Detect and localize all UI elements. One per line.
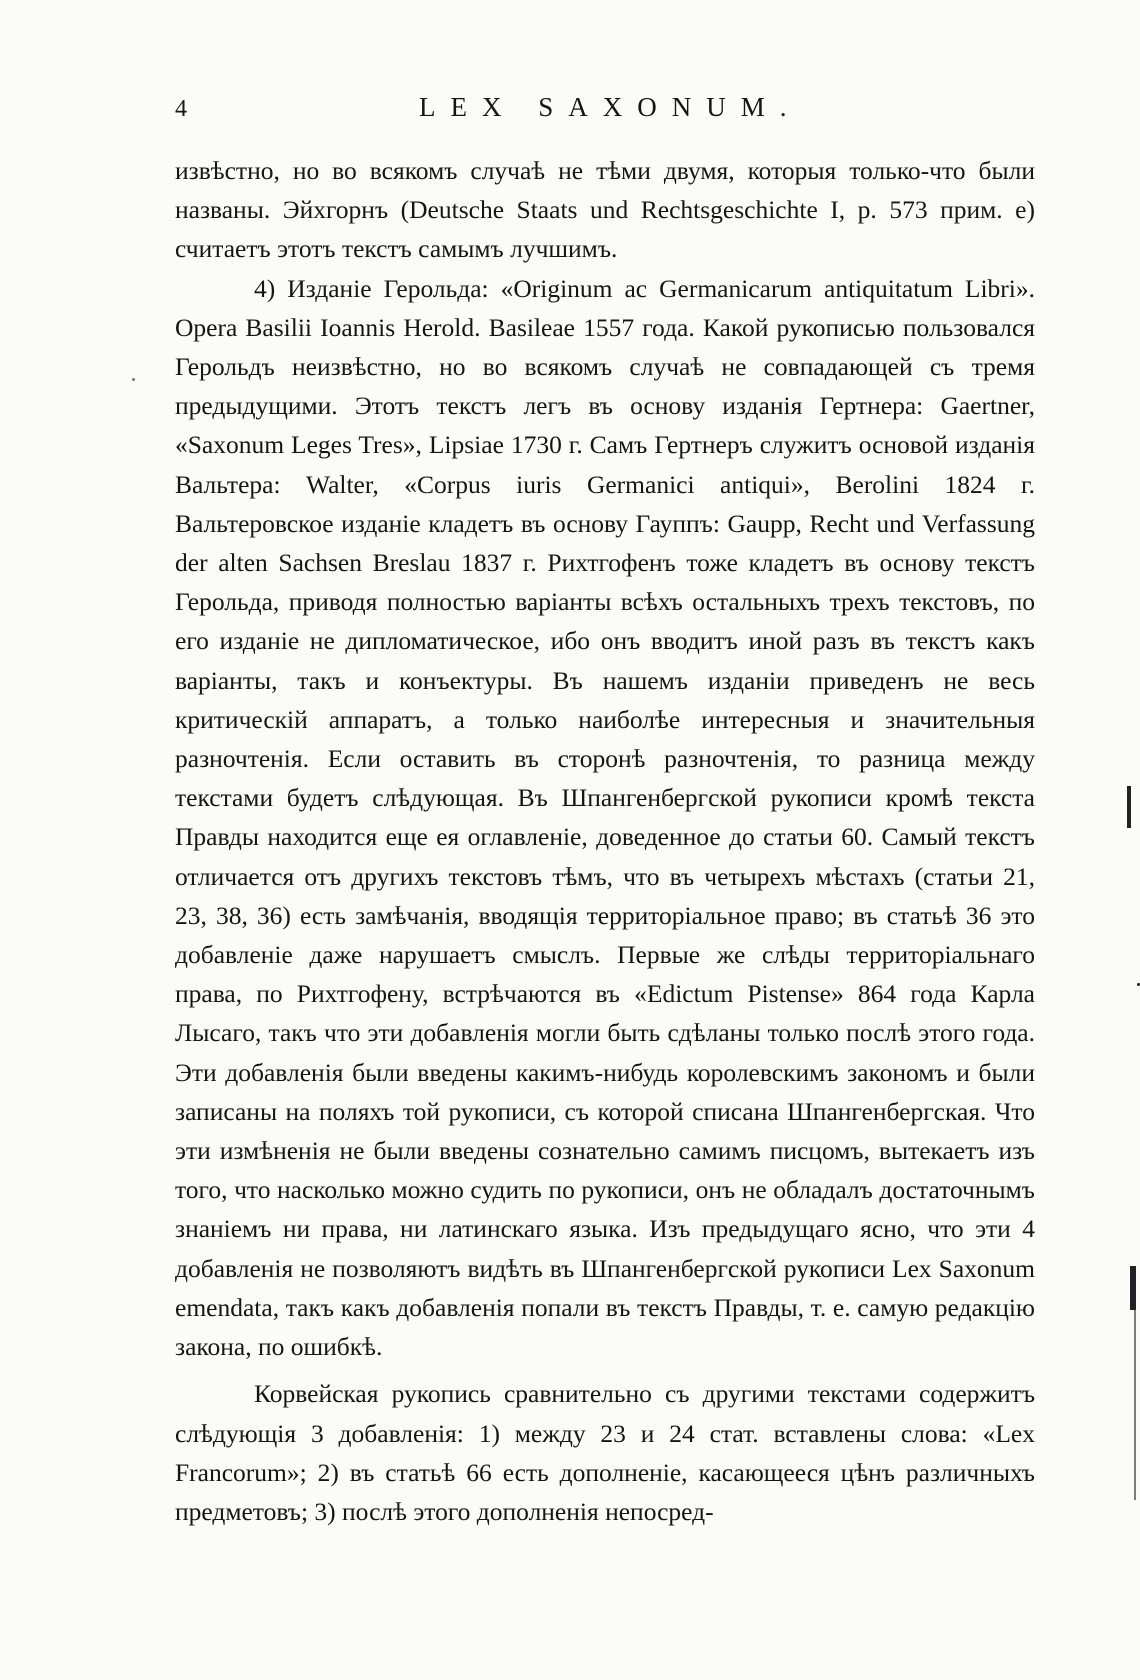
- paragraph-corvey-manuscript: Корвейская рукопись сравнительно съ другими текстами содержитъ слѣдующія 3 добавленія: 1) между 23 и 24 стат. вставлены слова: «Lex Francorum»; 2) въ статьѣ 66 есть дополненіе, касающееся цѣнъ различныхъ предметовъ; 3) послѣ этого дополненія непосред-: [175, 1379, 1035, 1526]
- page-header: [175, 92, 1035, 132]
- running-title: LEX SAXONUM.: [419, 92, 802, 122]
- margin-mark-upper: [1127, 786, 1131, 828]
- margin-mark-lower: [1130, 1266, 1136, 1310]
- margin-rule-lower: [1134, 1310, 1136, 1500]
- margin-dot-left: [132, 378, 135, 381]
- paragraph-continuation: извѣстно, но во всякомъ случаѣ не тѣми двумя, которыя только-что были названы. Эйхгорнъ (Deutsche Staats und Rechtsgeschichte I, p. 573 прим. e) считаетъ этотъ текстъ самымъ лучшимъ.: [175, 156, 1035, 264]
- paragraph-herold-edition: 4) Изданіе Герольда: «Originum ac Germanicarum antiquitatum Libri». Opera Basilii Ioannis Herold. Basileae 1557 года. Какой рукописью пользовался Герольдъ неизвѣстно, но во всякомъ случаѣ не совпадающей съ тремя предыдущими. Этотъ текстъ легъ въ основу изданія Гертнера: Gaertner, «Saxonum Leges Tres», Lipsiae 1730 г. Самъ Гертнеръ служитъ основой изданія Вальтера: Walter, «Corpus iuris Germanici antiqui», Berolini 1824 г. Вальтеровское изданіе кладетъ въ основу Гауппъ: Gaupp, Recht und Verfassung der alten Sachsen Breslau 1837 г. Рихтгофенъ тоже кладетъ въ основу текстъ Герольда, приводя полностью варіанты всѣхъ остальныхъ трехъ текстовъ, по его изданіе не дипломатическое, ибо онъ вводитъ иной разъ въ текстъ какъ варіанты, такъ и конъектуры. Въ нашемъ изданіи приведенъ не весь критическій аппаратъ, а только наиболѣе интересныя и значительныя разночтенія. Если оставить въ сторонѣ разночтенія, то разница между текстами будетъ слѣдующая. Въ Шпангенбергской рукописи кромѣ текста Правды находится еще ея оглавленіе, доведенное до статьи 60. Самый текстъ отличается отъ другихъ текстовъ тѣмъ, что въ четырехъ мѣстахъ (статьи 21, 23, 38, 36) есть замѣчанія, вводящія территоріальное право; въ статьѣ 36 это добавленіе даже нарушаетъ смыслъ. Первые же слѣды территоріальнаго права, по Рихтгофену, встрѣчаются въ «Edictum Pistense» 864 года Карла Лысаго, такъ что эти добавленія могли быть сдѣланы только послѣ этого года. Эти добавленія были введены какимъ-нибудь королевскимъ закономъ и были записаны на поляхъ той рукописи, съ которой списана Шпангенбергская. Что эти измѣненія не были введены сознательно самимъ писцомъ, вытекаетъ изъ того, что насколько можно судить по рукописи, онъ не обладалъ достаточнымъ знаніемъ ни права, ни латинскаго языка. Изъ предыдущаго ясно, что эти 4 добавленія не позволяютъ видѣть въ Шпангенбергской рукописи Lex Saxonum emendata, такъ какъ добавленія попали въ текстъ Правды, т. е. самую редакцію закона, по ошибкѣ.: [175, 273, 1035, 1362]
- main-text: [175, 151, 1035, 1531]
- paragraph-spacer: [175, 1366, 1035, 1374]
- page-number: 4: [175, 96, 187, 122]
